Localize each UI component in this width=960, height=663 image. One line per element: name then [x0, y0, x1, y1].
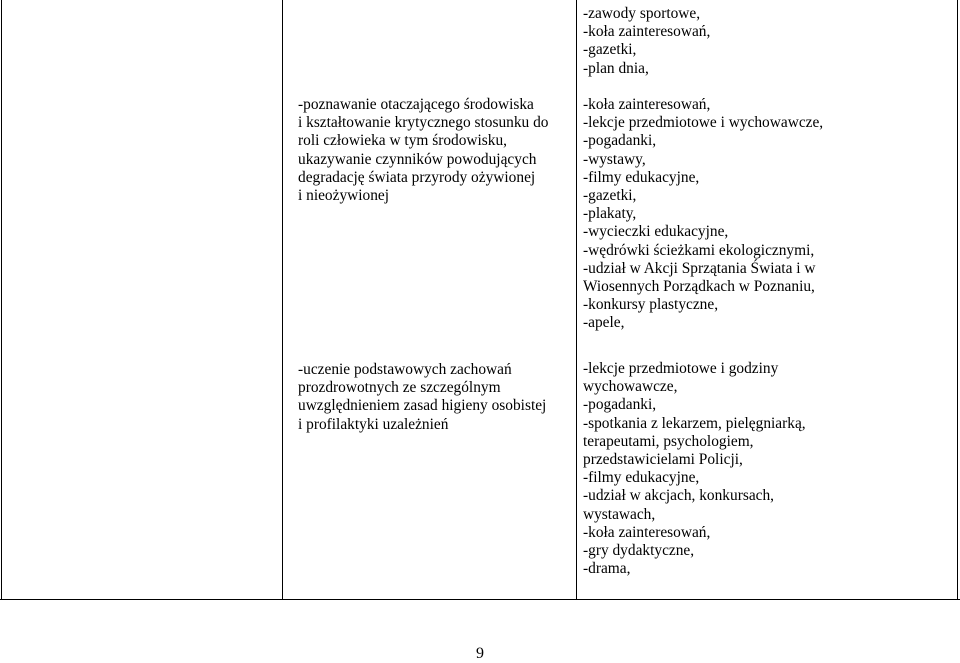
page-number: 9 — [476, 645, 484, 662]
table-column-divider-2 — [576, 0, 577, 600]
table-column-divider-1 — [282, 0, 283, 600]
left-column-block-environment: -poznawanie otaczającego środowiska i kształtowanie krytycznego stosunku do roli człowieka w tym środowisku, ukazywanie czynników powodujących degradację świata przyrody ożywionej i nieożywionej — [298, 96, 549, 205]
right-column-block-sports: -zawody sportowe, -koła zainteresowań, -gazetki, -plan dnia, — [583, 5, 711, 77]
right-column-block-health: -lekcje przedmiotowe i godziny wychowawcze, -pogadanki, -spotkania z lekarzem, pielęgniarką, terapeutami, psychologiem, przedstawicielami Policji, -filmy edukacyjne, -udział w akcjach, konkursach, wystawach, -koła zainteresowań, -gry dydaktyczne, -drama, — [583, 360, 806, 578]
table-left-border — [1, 0, 2, 600]
left-column-block-health: -uczenie podstawowych zachowań prozdrowotnych ze szczególnym uwzględnieniem zasad higieny osobistej i profilaktyki uzależnień — [298, 361, 547, 433]
table-right-border — [957, 0, 958, 600]
right-column-block-ecology: -koła zainteresowań, -lekcje przedmiotowe i wychowawcze, -pogadanki, -wystawy, -filmy edukacyjne, -gazetki, -plakaty, -wycieczki edukacyjne, -wędrówki ścieżkami ekologicznymi, -udział w Akcji Sprzątania Świata i w Wiosennych Porządkach w Poznaniu, -konkursy plastyczne, -apele, — [583, 96, 824, 332]
table-bottom-border — [0, 599, 960, 600]
